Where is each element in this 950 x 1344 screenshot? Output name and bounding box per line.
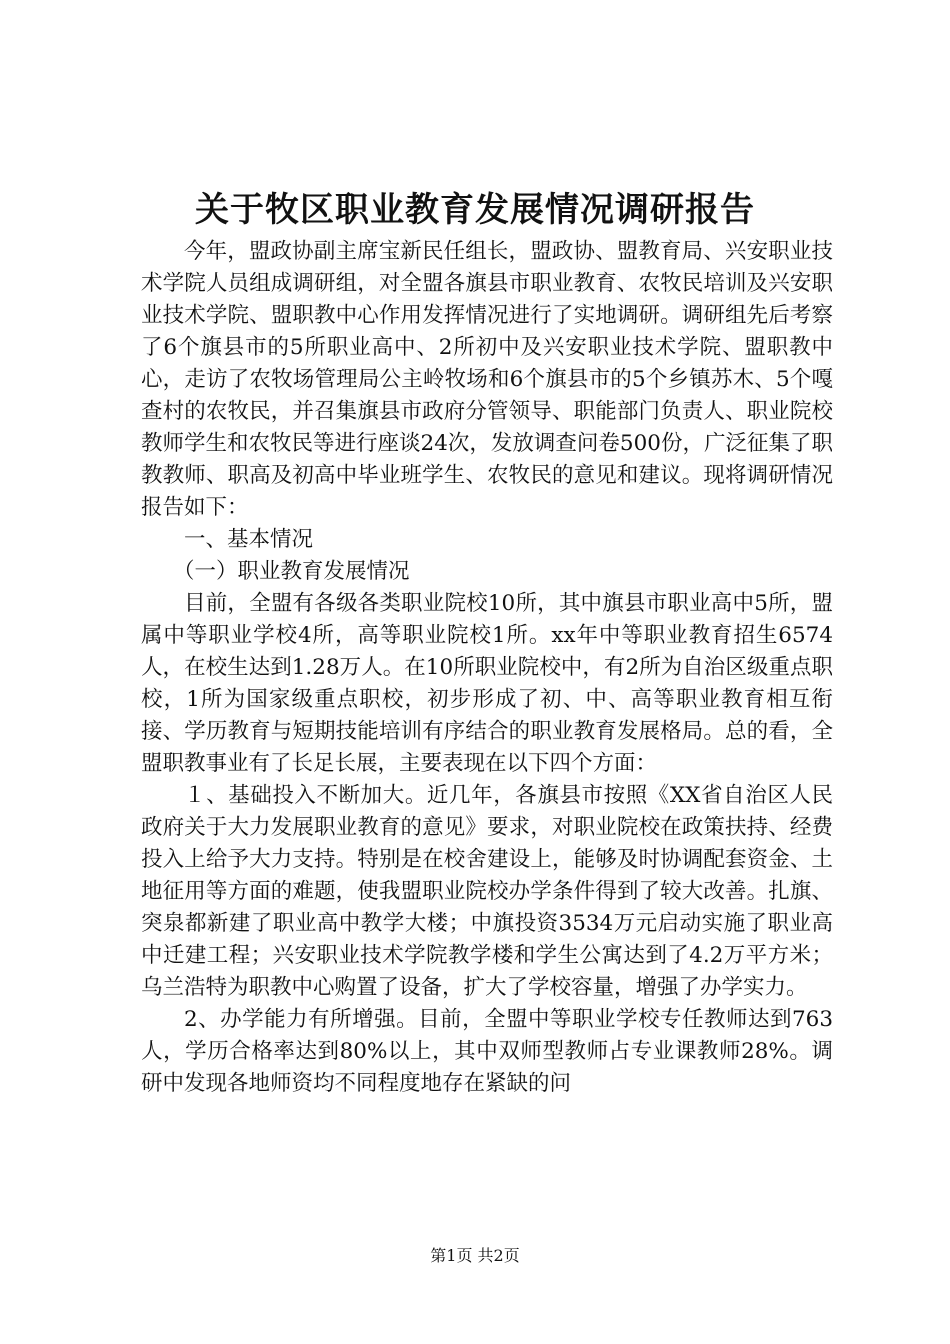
section-heading: 一、基本情况	[184, 527, 314, 552]
document-title: 关于牧区职业教育发展情况调研报告	[195, 190, 755, 230]
paragraph-point-2: 2、办学能力有所增强。目前，全盟中等职业学校专任教师达到763人，学历合格率达到80%以上，其中双师型教师占专业课教师28%。调研中发现各地师资均不同程度地存在紧缺的问	[141, 1007, 833, 1096]
document-body	[141, 236, 833, 1100]
paragraph-intro: 今年，盟政协副主席宝新民任组长，盟政协、盟教育局、兴安职业技术学院人员组成调研组，对全盟各旗县市职业教育、农牧民培训及兴安职业技术学院、盟职教中心作用发挥情况进行了实地调研。调研组先后考察了6个旗县市的5所职业高中、2所初中及兴安职业技术学院、盟职教中心，走访了农牧场管理局公主岭牧场和6个旗县市的5个乡镇苏木、5个嘎查村的农牧民，并召集旗县市政府分管领导、职能部门负责人、职业院校教师学生和农牧民等进行座谈24次，发放调查问卷500份，广泛征集了职教教师、职高及初高中毕业班学生、农牧民的意见和建议。现将调研情况报告如下：	[141, 239, 833, 520]
paragraph-point-1: １、基础投入不断加大。近几年，各旗县市按照《XX省自治区人民政府关于大力发展职业教育的意见》要求，对职业院校在政策扶持、经费投入上给予大力支持。特别是在校舍建设上，能够及时协调配套资金、土地征用等方面的难题，使我盟职业院校办学条件得到了较大改善。扎旗、突泉都新建了职业高中教学大楼；中旗投资3534万元启动实施了职业高中迁建工程；兴安职业技术学院教学楼和学生公寓达到了4.2万平方米；乌兰浩特为职教中心购置了设备，扩大了学校容量，增强了办学实力。	[141, 783, 833, 1000]
subsection-heading: （一）职业教育发展情况	[173, 559, 410, 584]
page-footer: 第1页 共2页	[430, 1246, 520, 1265]
paragraph-overview: 目前，全盟有各级各类职业院校10所，其中旗县市职业高中5所，盟属中等职业学校4所，高等职业院校1所。xx年中等职业教育招生6574人，在校生达到1.28万人。在10所职业院校中，有2所为自治区级重点职校，1所为国家级重点职校，初步形成了初、中、高等职业教育相互衔接、学历教育与短期技能培训有序结合的职业教育发展格局。总的看，全盟职教事业有了长足长展，主要表现在以下四个方面：	[141, 591, 833, 776]
